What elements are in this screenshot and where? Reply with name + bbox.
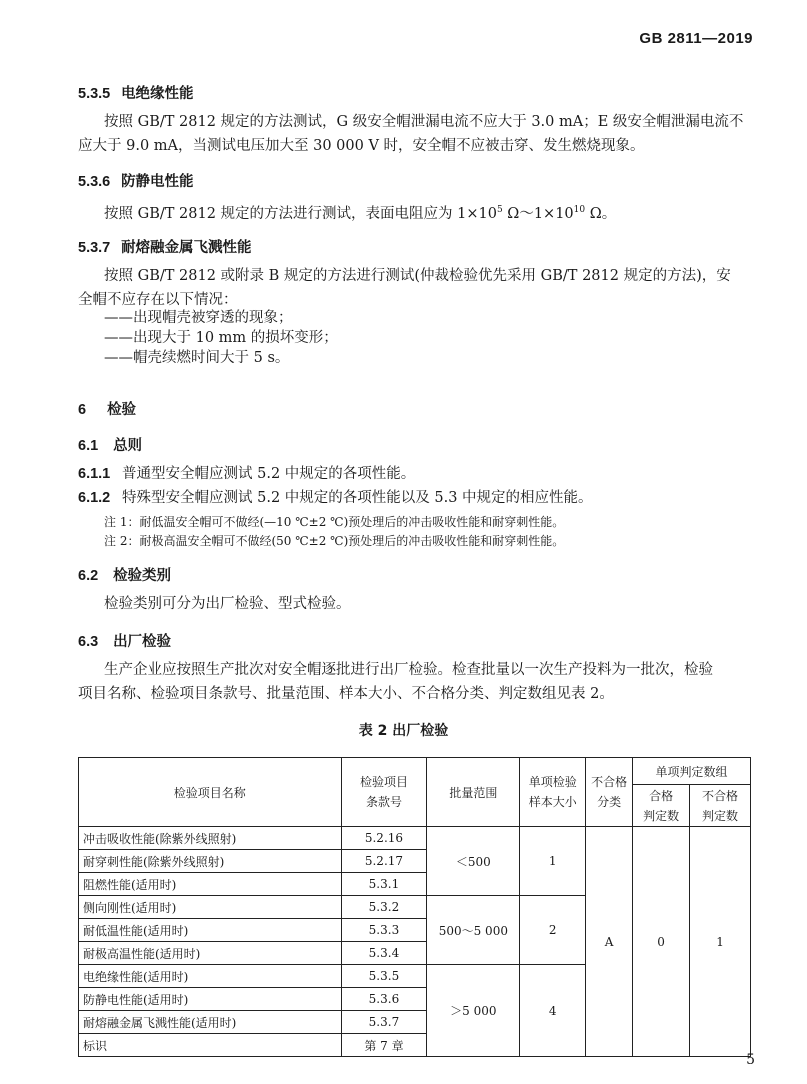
paragraph-5-3-6 — [104, 198, 616, 226]
header-text: 合格 — [649, 788, 674, 803]
item-name: 耐熔融金属飞溅性能(适用时) — [79, 1011, 342, 1034]
item-clause: 5.3.7 — [341, 1011, 427, 1034]
paragraph-5-3-7-line2: 全帽不应存在以下情况： — [78, 292, 238, 308]
list-item: ——出现大于 10 mm 的损坏变形； — [104, 330, 338, 346]
standard-number: GB 2811—2019 — [639, 30, 753, 47]
paragraph-5-3-5-line2: 应大于 9.0 mA，当测试电压加大至 30 000 V 时，安全帽不应被击穿、发生燃烧现象。 — [78, 138, 645, 154]
batch-range: 500～5 000 — [427, 896, 520, 965]
item-name: 电绝缘性能(适用时) — [79, 965, 342, 988]
item-name: 耐极高温性能(适用时) — [79, 942, 342, 965]
item-clause: 第 7 章 — [341, 1034, 427, 1057]
sample-size: 1 — [520, 827, 586, 896]
heading-number: 6 — [78, 402, 87, 418]
list-item: ——出现帽壳被穿透的现象； — [104, 310, 293, 326]
header-reject — [690, 785, 751, 827]
item-clause: 5.3.2 — [341, 896, 427, 919]
exponent: 10 — [573, 205, 586, 215]
header-text: 检验项目 — [359, 775, 408, 789]
heading-6-1 — [78, 434, 142, 455]
reject-number: 1 — [690, 827, 751, 1057]
item-name: 侧向刚性(适用时) — [79, 896, 342, 919]
item-clause: 5.3.1 — [341, 873, 427, 896]
item-clause: 5.3.4 — [341, 942, 427, 965]
note-1: 注 1：耐低温安全帽可不做经(—10 ℃±2 ℃)预处理后的冲击吸收性能和耐穿刺性能。 — [104, 515, 565, 529]
item-name: 防静电性能(适用时) — [79, 988, 342, 1011]
clause-text: 普通型安全帽应测试 5.2 中规定的各项性能。 — [122, 466, 416, 482]
heading-title: 检验 — [107, 402, 137, 418]
list-item: ——帽壳续燃时间大于 5 s。 — [104, 350, 290, 366]
clause-6-1-1 — [78, 462, 415, 486]
exponent: 5 — [496, 205, 503, 215]
clause-6-1-2 — [78, 486, 593, 510]
note-2: 注 2：耐极高温安全帽可不做经(50 ℃±2 ℃)预处理后的冲击吸收性能和耐穿刺性能。 — [104, 534, 565, 548]
header-clause — [341, 758, 427, 827]
header-batch-range: 批量范围 — [427, 758, 520, 827]
header-nonconformity-class — [586, 758, 633, 827]
heading-number: 5.3.7 — [78, 240, 111, 256]
header-text: 不合格 — [702, 788, 739, 803]
item-name: 耐穿刺性能(除紫外线照射) — [79, 850, 342, 873]
clause-number: 6.1.2 — [78, 490, 111, 506]
header-text: 不合格 — [591, 775, 628, 789]
heading-number: 5.3.6 — [78, 174, 111, 190]
heading-6-2 — [78, 564, 171, 585]
batch-range: ＞5 000 — [427, 965, 520, 1057]
heading-number: 5.3.5 — [78, 86, 111, 102]
heading-6 — [78, 398, 136, 419]
header-judgement-group: 单项判定数组 — [633, 758, 751, 785]
table-caption: 表 2 出厂检验 — [358, 723, 449, 739]
batch-range: ＜500 — [427, 827, 520, 896]
item-name: 标识 — [79, 1034, 342, 1057]
heading-number: 6.2 — [78, 568, 99, 584]
text: Ω～1×10 — [502, 205, 574, 222]
item-clause: 5.3.5 — [341, 965, 427, 988]
text: 按照 GB/T 2812 规定的方法进行测试，表面电阻应为 1×10 — [104, 205, 497, 222]
item-clause: 5.3.6 — [341, 988, 427, 1011]
paragraph-6-3-line1: 生产企业应按照生产批次对安全帽逐批进行出厂检验。检查批量以一次生产投料为一批次，检验 — [104, 662, 713, 678]
inspection-table — [78, 757, 751, 1057]
header-text: 条款号 — [365, 795, 402, 809]
clause-text: 特殊型安全帽应测试 5.2 中规定的各项性能以及 5.3 中规定的相应性能。 — [122, 490, 593, 506]
paragraph-5-3-7-line1: 按照 GB/T 2812 或附录 B 规定的方法进行测试(仲裁检验优先采用 GB/T 2812 规定的方法)，安 — [104, 268, 731, 284]
table-row — [79, 827, 751, 850]
header-text: 单项检验 — [528, 775, 577, 789]
header-accept — [633, 785, 690, 827]
item-name: 耐低温性能(适用时) — [79, 919, 342, 942]
nonconformity-class: A — [586, 827, 633, 1057]
paragraph-5-3-5-line1: 按照 GB/T 2812 规定的方法测试，G 级安全帽泄漏电流不应大于 3.0 mA；E 级安全帽泄漏电流不 — [104, 114, 744, 130]
heading-number: 6.1 — [78, 438, 99, 454]
item-name: 冲击吸收性能(除紫外线照射) — [79, 827, 342, 850]
heading-5-3-5 — [78, 82, 194, 103]
heading-title: 总则 — [113, 438, 143, 454]
heading-title: 防静电性能 — [121, 174, 194, 190]
header-item-name: 检验项目名称 — [79, 758, 342, 827]
heading-title: 耐熔融金属飞溅性能 — [121, 240, 252, 256]
header-sample-size — [520, 758, 586, 827]
item-clause: 5.2.16 — [341, 827, 427, 850]
heading-title: 出厂检验 — [113, 634, 172, 650]
header-text: 判定数 — [702, 808, 739, 823]
header-text: 样本大小 — [528, 795, 577, 809]
item-name: 阻燃性能(适用时) — [79, 873, 342, 896]
page-number: 5 — [746, 1052, 755, 1068]
item-clause: 5.2.17 — [341, 850, 427, 873]
heading-title: 检验类别 — [113, 568, 172, 584]
sample-size: 4 — [520, 965, 586, 1057]
heading-5-3-7 — [78, 236, 252, 257]
paragraph-6-2: 检验类别可分为出厂检验、型式检验。 — [104, 596, 351, 612]
item-clause: 5.3.3 — [341, 919, 427, 942]
paragraph-6-3-line2: 项目名称、检验项目条款号、批量范围、样本大小、不合格分类、判定数组见表 2。 — [78, 686, 614, 702]
heading-5-3-6 — [78, 170, 194, 191]
heading-title: 电绝缘性能 — [121, 86, 194, 102]
header-text: 判定数 — [643, 808, 680, 823]
sample-size: 2 — [520, 896, 586, 965]
accept-number: 0 — [633, 827, 690, 1057]
heading-number: 6.3 — [78, 634, 99, 650]
text: Ω。 — [585, 205, 617, 222]
heading-6-3 — [78, 630, 171, 651]
clause-number: 6.1.1 — [78, 466, 111, 482]
header-text: 分类 — [597, 795, 622, 809]
